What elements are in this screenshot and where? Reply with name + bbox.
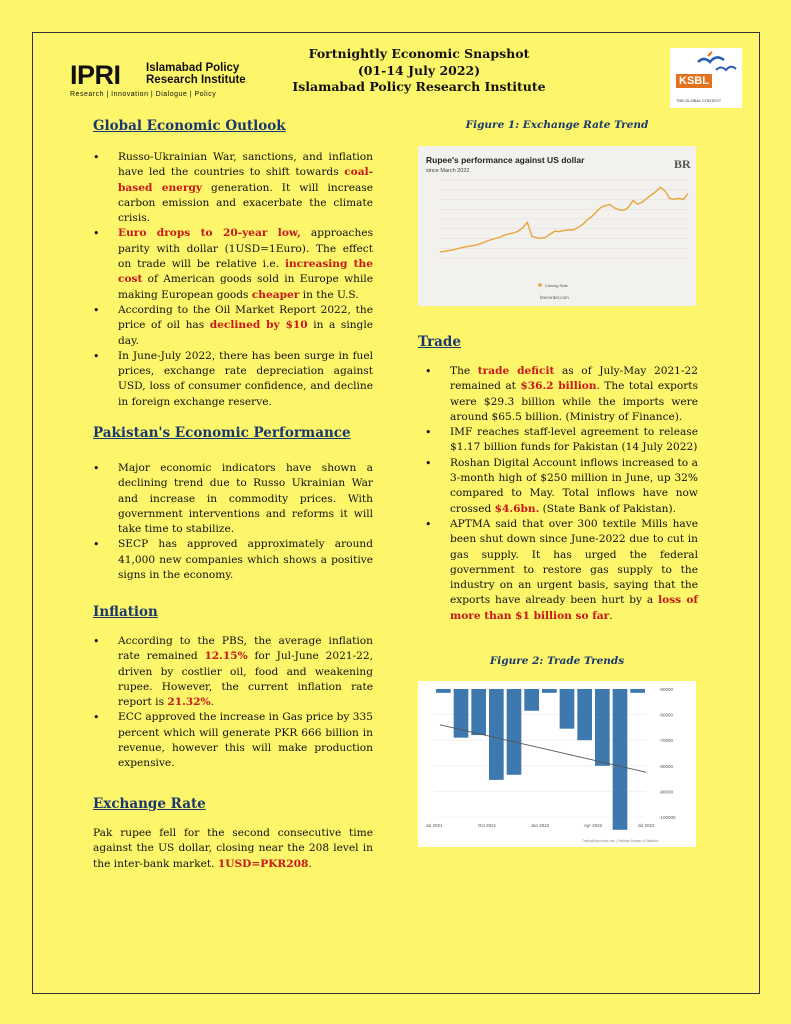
bar-jan-2022 (542, 689, 557, 693)
list-item: • SECP has approved approximately around 41,000 new companies which shows a positive signs in the economy. (93, 537, 373, 583)
logo-name-line-2: Research Institute (146, 74, 246, 86)
trade-trends-chart (418, 681, 696, 847)
list-item: • In June-July 2022, there has been surge in fuel prices, exchange rate depreciation against USD, loss of consumer confidence, and decline in foreign exchange reserve. (93, 349, 373, 410)
figure-2-caption: Figure 2: Trade Trends (489, 655, 625, 667)
bar-jun-2022 (630, 689, 645, 693)
inflation-list (93, 634, 373, 772)
exchange-rate-chart (418, 146, 696, 306)
chart-source: brecorder.com (540, 295, 569, 300)
bar-feb-2022 (560, 689, 575, 729)
bar-aug-2021 (454, 689, 469, 738)
y-tick-label: -100000 (659, 815, 676, 820)
logo-tagline: Research | Innovation | Dialogue | Policy (70, 91, 217, 98)
logo-name (146, 62, 246, 86)
bar-oct-2021 (489, 689, 504, 780)
list-item: • ECC approved the increase in Gas price by 335 percent which will generate PKR 666 billion in revenue, however this will make production expensive. (93, 710, 373, 771)
bar-apr-2022 (595, 689, 610, 766)
bar-dec-2021 (524, 689, 539, 711)
exchange-rate-chart-svg (418, 146, 696, 306)
y-tick-label: -50000 (659, 687, 674, 692)
y-tick-label: -70000 (659, 738, 674, 744)
global-outlook-heading: Global Economic Outlook (93, 118, 286, 134)
exchange-rate-text: Pak rupee fell for the second consecutive time against the US dollar, closing near the 208 level in the inter-bank market. 1USD=PKR208. (93, 827, 373, 870)
list-item: • According to the PBS, the average inflation rate remained 12.15% for Jul-June 2021-22, driven by costlier oil, food and weakening rupee. However, the current inflation rate report is 21.32%. (93, 634, 373, 710)
report-institute: Islamabad Policy Research Institute (292, 79, 546, 94)
ksbl-wordmark: KSBL (676, 74, 712, 88)
chart-subtitle: since March 2022 (426, 168, 470, 174)
trade-trends-chart-svg (418, 681, 696, 847)
inflation-heading: Inflation (93, 604, 158, 620)
chart-title: Rupee's performance against US dollar (426, 155, 585, 165)
list-item: • IMF reaches staff-level agreement to release $1.17 billion funds for Pakistan (14 July 2022) (425, 425, 698, 456)
x-tick-label: Jul 2021 (425, 823, 443, 828)
ksbl-subtitle: THE GLOBAL CONTEXT (676, 98, 722, 103)
list-item: • Major economic indicators have shown a declining trend due to Russo Ukrainian War and increase in commodity prices. With government interventions and reforms it will take time to stabilize. (93, 461, 373, 537)
legend-marker (538, 283, 542, 287)
x-tick-label: Jan 2022 (530, 823, 550, 828)
report-title: Fortnightly Economic Snapshot (308, 46, 530, 61)
report-dates: (01-14 July 2022) (357, 62, 481, 78)
logo-name-line-1: Islamabad Policy (146, 62, 240, 74)
x-tick-label: Oct 2021 (477, 823, 497, 828)
list-item: • Russo-Ukrainian War, sanctions, and inflation have led the countries to shift towards coal-based energy generation. It will increase carbon emission and exacerbate the climate crisis. (93, 150, 373, 226)
bar-may-2022 (613, 689, 628, 830)
global-outlook-list (93, 150, 373, 410)
exchange-rate-heading: Exchange Rate (93, 796, 206, 812)
list-item: • According to the Oil Market Report 2022, the price of oil has declined by $10 in a single day. (93, 303, 373, 349)
y-tick-label: -60000 (659, 712, 674, 718)
pakistan-performance-heading: Pakistan's Economic Performance (93, 425, 351, 441)
bar-mar-2022 (577, 689, 592, 740)
list-item: • Euro drops to 20-year low, approaches parity with dollar (1USD=1Euro). The effect on trade will be relative i.e. increasing the cost of American goods sold in Europe while making European goods cheaper in the U.S. (93, 226, 373, 302)
x-tick-label: Apr 2022 (583, 823, 603, 828)
closing-rate-line (440, 187, 688, 252)
trade-list (425, 364, 698, 624)
chart-footnote: TradingEconomics.com | Pakistan Bureau of Statistics (582, 839, 659, 843)
list-item: • The trade deficit as of July-May 2021-22 remained at $36.2 billion. The total exports were $29.3 billion while the imports were around $65.5 billion. (Ministry of Finance). (425, 364, 698, 425)
figure-1-caption: Figure 1: Exchange Rate Trend (465, 119, 649, 131)
bar-jul-2021 (436, 689, 451, 693)
list-item: • APTMA said that over 300 textile Mills have been shut down since June-2022 due to cut in gas supply. It has urged the federal government to restore gas supply to the industry on an urgent basis, saying that the exports have already been hurt by a loss of more than $1 billion so far. (425, 517, 698, 624)
ksbl-logo (670, 48, 742, 108)
list-item: • Roshan Digital Account inflows increased to a 3-month high of $250 million in June, up 32% compared to May. Total inflows have now crossed $4.6bn. (State Bank of Pakistan). (425, 456, 698, 517)
bar-sep-2021 (471, 689, 486, 735)
ipri-logo (70, 60, 255, 102)
trade-heading: Trade (418, 334, 461, 350)
pakistan-performance-list (93, 461, 373, 583)
x-tick-label: Jul 2022 (637, 823, 655, 828)
y-tick-label: -90000 (659, 789, 674, 795)
legend-label: Closing Rate (545, 283, 568, 288)
logo-mark: IPRI (70, 60, 121, 90)
bar-nov-2021 (507, 689, 522, 775)
brand-logo: BR (674, 157, 691, 171)
y-tick-label: -80000 (659, 763, 674, 769)
report-header (260, 46, 578, 96)
